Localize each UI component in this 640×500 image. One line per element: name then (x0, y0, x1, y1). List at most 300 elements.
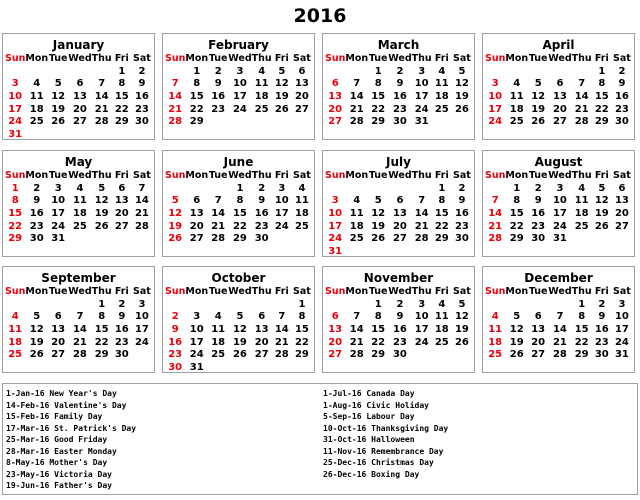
day-cell: 16 (29, 208, 44, 220)
day-cell: 19 (594, 208, 609, 220)
holiday-column-right (323, 388, 448, 480)
day-cell: 11 (488, 324, 503, 336)
day-cell: 10 (274, 195, 289, 207)
day-cell: 22 (114, 103, 129, 115)
day-cell: 8 (578, 311, 586, 323)
day-cell: 27 (294, 103, 309, 115)
day-cell: 18 (574, 208, 589, 220)
month-grid (323, 170, 474, 259)
day-cell: 13 (72, 91, 87, 103)
day-cell: 28 (211, 233, 226, 245)
day-cell: 24 (51, 220, 66, 232)
day-cell: 17 (189, 336, 204, 348)
weekday-header: Sun (485, 53, 506, 64)
day-cell: 30 (29, 233, 44, 245)
day-cell: 11 (211, 324, 226, 336)
weekday-header: Fri (594, 170, 609, 181)
day-cell: 30 (594, 349, 609, 361)
day-cell: 5 (278, 65, 286, 77)
day-cell: 29 (509, 233, 524, 245)
day-cell: 28 (414, 233, 429, 245)
day-cell: 19 (371, 220, 386, 232)
day-cell: 16 (114, 324, 129, 336)
day-cell: 7 (98, 78, 106, 90)
day-cell: 14 (274, 324, 289, 336)
weekday-header: Mon (505, 53, 529, 64)
day-cell: 21 (72, 336, 87, 348)
day-cell: 11 (434, 78, 449, 90)
day-cell: 15 (294, 324, 309, 336)
day-cell: 9 (214, 78, 222, 90)
empty-cell (68, 299, 91, 312)
empty-cell (185, 183, 208, 196)
weekday-header: Wed (548, 53, 572, 64)
holiday-item: 11-Nov-16 Remembrance Day (323, 446, 444, 456)
day-cell: 23 (614, 103, 629, 115)
day-cell: 6 (76, 78, 84, 90)
day-cell: 14 (488, 208, 503, 220)
holiday-item: 5-Sep-16 Labour Day (323, 412, 415, 421)
day-cell: 2 (138, 65, 146, 77)
day-cell: 25 (488, 349, 503, 361)
weekday-header: Fri (114, 53, 129, 64)
day-cell: 20 (254, 336, 269, 348)
day-cell: 8 (98, 311, 106, 323)
weekday-header: Sat (133, 286, 151, 297)
weekday-header: Thu (91, 286, 112, 297)
weekday-header: Mon (185, 53, 209, 64)
day-cell: 27 (328, 349, 343, 361)
weekday-header: Wed (228, 53, 252, 64)
day-cell: 16 (392, 91, 407, 103)
weekday-header: Wed (228, 170, 252, 181)
day-cell: 9 (396, 311, 404, 323)
day-cell: 1 (578, 298, 586, 310)
day-cell: 6 (534, 311, 542, 323)
empty-cell (68, 66, 91, 79)
weekday-header: Tue (368, 170, 388, 181)
holiday-item: 28-Mar-16 Easter Monday (6, 446, 117, 456)
empty-cell (165, 66, 185, 79)
day-cell: 15 (189, 91, 204, 103)
day-cell: 9 (618, 78, 626, 90)
day-cell: 13 (254, 324, 269, 336)
empty-cell (345, 299, 368, 312)
month-february (162, 33, 315, 140)
empty-cell (388, 183, 411, 196)
weekday-header: Sun (485, 170, 506, 181)
day-cell: 10 (134, 311, 149, 323)
weekday-header: Tue (48, 170, 68, 181)
day-cell: 25 (509, 116, 524, 128)
day-cell: 11 (8, 324, 23, 336)
empty-cell (208, 183, 228, 196)
holiday-item: 25-Mar-16 Good Friday (6, 435, 108, 444)
day-cell: 13 (51, 324, 66, 336)
day-cell: 31 (552, 233, 567, 245)
day-cell: 23 (254, 220, 269, 232)
day-cell: 22 (371, 103, 386, 115)
day-cell: 19 (454, 324, 469, 336)
day-cell: 14 (134, 195, 149, 207)
day-cell: 25 (434, 336, 449, 348)
empty-cell (185, 299, 208, 312)
day-cell: 12 (371, 208, 386, 220)
day-cell: 4 (298, 182, 306, 194)
day-cell: 9 (138, 78, 146, 90)
day-cell: 20 (189, 220, 204, 232)
weekday-header: Sat (613, 286, 631, 297)
day-cell: 27 (254, 349, 269, 361)
day-cell: 26 (51, 116, 66, 128)
day-cell: 12 (94, 195, 109, 207)
month-october (162, 266, 315, 373)
empty-cell (5, 66, 25, 79)
day-cell: 25 (8, 349, 23, 361)
day-cell: 23 (454, 220, 469, 232)
day-cell: 27 (328, 116, 343, 128)
day-cell: 18 (211, 336, 226, 348)
month-title: March (377, 38, 420, 52)
month-title: February (208, 38, 269, 52)
day-cell: 14 (414, 208, 429, 220)
weekday-header: Sat (293, 170, 311, 181)
day-cell: 17 (614, 324, 629, 336)
weekday-header: Fri (114, 286, 129, 297)
day-cell: 12 (594, 195, 609, 207)
day-cell: 6 (54, 311, 62, 323)
day-cell: 19 (232, 336, 247, 348)
day-cell: 19 (29, 336, 44, 348)
holiday-item: 15-Feb-16 Family Day (6, 412, 103, 421)
day-cell: 26 (232, 349, 247, 361)
day-cell: 15 (114, 91, 129, 103)
day-cell: 13 (294, 78, 309, 90)
day-cell: 5 (33, 311, 41, 323)
month-title: December (524, 271, 593, 285)
day-cell: 5 (598, 182, 606, 194)
weekday-header: Wed (548, 170, 572, 181)
day-cell: 11 (72, 195, 87, 207)
day-cell: 10 (414, 78, 429, 90)
empty-cell (208, 299, 228, 312)
weekday-header: Tue (368, 53, 388, 64)
day-cell: 23 (594, 336, 609, 348)
weekday-header: Sun (325, 53, 346, 64)
holiday-item: 1-Aug-16 Civic Holiday (323, 400, 429, 410)
day-cell: 11 (434, 311, 449, 323)
day-cell: 1 (374, 65, 382, 77)
day-cell: 18 (488, 336, 503, 348)
day-cell: 20 (72, 103, 87, 115)
day-cell: 24 (414, 336, 429, 348)
day-cell: 19 (531, 103, 546, 115)
day-cell: 26 (531, 116, 546, 128)
day-cell: 2 (396, 65, 404, 77)
day-cell: 4 (76, 182, 84, 194)
day-cell: 25 (294, 220, 309, 232)
weekday-header: Mon (345, 286, 369, 297)
day-cell: 20 (328, 336, 343, 348)
month-grid (3, 53, 154, 142)
weekday-header: Thu (411, 170, 432, 181)
weekday-header: Sat (133, 53, 151, 64)
day-cell: 5 (98, 182, 106, 194)
month-title: November (363, 271, 434, 285)
day-cell: 26 (168, 233, 183, 245)
day-cell: 7 (353, 311, 361, 323)
day-cell: 25 (211, 349, 226, 361)
day-cell: 28 (349, 349, 364, 361)
month-december (482, 266, 635, 373)
day-cell: 30 (254, 233, 269, 245)
day-cell: 7 (491, 195, 499, 207)
day-cell: 2 (598, 298, 606, 310)
day-cell: 1 (598, 65, 606, 77)
day-cell: 30 (531, 233, 546, 245)
day-cell: 13 (328, 91, 343, 103)
month-grid (3, 170, 154, 246)
holiday-item: 31-Oct-16 Halloween (323, 435, 415, 444)
empty-cell (548, 66, 571, 79)
day-cell: 11 (294, 195, 309, 207)
day-cell: 10 (232, 78, 247, 90)
day-cell: 13 (392, 208, 407, 220)
empty-cell (252, 299, 272, 312)
day-cell: 3 (138, 298, 146, 310)
day-cell: 29 (114, 116, 129, 128)
day-cell: 13 (189, 208, 204, 220)
day-cell: 26 (94, 220, 109, 232)
day-cell: 4 (578, 182, 586, 194)
day-cell: 31 (189, 362, 204, 374)
weekday-header: Thu (251, 53, 272, 64)
day-cell: 5 (458, 298, 466, 310)
day-cell: 20 (531, 336, 546, 348)
weekday-header: Sat (293, 286, 311, 297)
day-cell: 25 (349, 233, 364, 245)
day-cell: 10 (328, 208, 343, 220)
day-cell: 1 (118, 65, 126, 77)
weekday-header: Sat (613, 170, 631, 181)
day-cell: 5 (458, 65, 466, 77)
month-title: April (542, 38, 575, 52)
month-grid (323, 53, 474, 129)
weekday-header: Fri (434, 286, 449, 297)
day-cell: 3 (418, 298, 426, 310)
weekday-header: Fri (434, 53, 449, 64)
empty-cell (368, 183, 388, 196)
day-cell: 17 (51, 208, 66, 220)
day-cell: 20 (392, 220, 407, 232)
day-cell: 3 (11, 78, 19, 90)
day-cell: 14 (552, 324, 567, 336)
day-cell: 5 (534, 78, 542, 90)
day-cell: 2 (118, 298, 126, 310)
weekday-header: Sun (485, 286, 506, 297)
weekday-header: Thu (571, 286, 592, 297)
month-title: May (64, 155, 93, 169)
empty-cell (505, 299, 528, 312)
day-cell: 24 (414, 103, 429, 115)
day-cell: 29 (8, 233, 23, 245)
day-cell: 16 (454, 208, 469, 220)
day-cell: 19 (94, 208, 109, 220)
day-cell: 10 (189, 324, 204, 336)
day-cell: 17 (134, 324, 149, 336)
day-cell: 31 (328, 246, 343, 258)
weekday-header: Sun (5, 53, 26, 64)
weekday-header: Fri (434, 170, 449, 181)
day-cell: 29 (94, 349, 109, 361)
day-cell: 4 (11, 311, 19, 323)
month-grid (483, 286, 634, 362)
day-cell: 15 (8, 208, 23, 220)
day-cell: 15 (434, 208, 449, 220)
empty-cell (325, 66, 345, 79)
day-cell: 7 (171, 78, 179, 90)
day-cell: 5 (54, 78, 62, 90)
month-grid (483, 170, 634, 246)
weekday-header: Mon (505, 286, 529, 297)
day-cell: 3 (193, 311, 201, 323)
day-cell: 3 (556, 182, 564, 194)
day-cell: 26 (274, 103, 289, 115)
empty-cell (165, 299, 185, 312)
empty-cell (505, 66, 528, 79)
day-cell: 2 (458, 182, 466, 194)
empty-cell (25, 66, 48, 79)
day-cell: 17 (328, 220, 343, 232)
day-cell: 4 (258, 65, 266, 77)
weekday-header: Wed (388, 286, 412, 297)
day-cell: 15 (574, 324, 589, 336)
month-title: August (534, 155, 583, 169)
empty-cell (325, 183, 345, 196)
day-cell: 13 (552, 91, 567, 103)
day-cell: 8 (598, 78, 606, 90)
holiday-item: 1-Jan-16 New Year's Day (6, 389, 117, 398)
day-cell: 9 (598, 311, 606, 323)
day-cell: 9 (118, 311, 126, 323)
day-cell: 2 (534, 182, 542, 194)
day-cell: 27 (614, 220, 629, 232)
day-cell: 18 (72, 208, 87, 220)
empty-cell (485, 299, 505, 312)
day-cell: 8 (11, 195, 19, 207)
day-cell: 2 (33, 182, 41, 194)
weekday-header: Wed (388, 170, 412, 181)
day-cell: 4 (513, 78, 521, 90)
month-title: September (41, 271, 116, 285)
day-cell: 17 (552, 208, 567, 220)
day-cell: 6 (118, 182, 126, 194)
day-cell: 1 (11, 182, 19, 194)
day-cell: 7 (556, 311, 564, 323)
day-cell: 3 (54, 182, 62, 194)
holiday-item: 8-May-16 Mother's Day (6, 458, 108, 467)
day-cell: 2 (258, 182, 266, 194)
day-cell: 24 (488, 116, 503, 128)
empty-cell (345, 66, 368, 79)
holiday-item: 25-Dec-16 Christmas Day (323, 458, 434, 467)
day-cell: 21 (349, 103, 364, 115)
weekday-header: Thu (251, 286, 272, 297)
empty-cell (412, 183, 432, 196)
day-cell: 20 (328, 103, 343, 115)
weekday-header: Sun (325, 286, 346, 297)
day-cell: 16 (134, 91, 149, 103)
day-cell: 24 (274, 220, 289, 232)
day-cell: 6 (556, 78, 564, 90)
day-cell: 31 (614, 349, 629, 361)
day-cell: 23 (29, 220, 44, 232)
empty-cell (548, 299, 571, 312)
day-cell: 28 (274, 349, 289, 361)
day-cell: 1 (513, 182, 521, 194)
month-grid (483, 53, 634, 129)
day-cell: 20 (51, 336, 66, 348)
day-cell: 14 (211, 208, 226, 220)
day-cell: 17 (232, 91, 247, 103)
day-cell: 21 (134, 208, 149, 220)
day-cell: 25 (574, 220, 589, 232)
holiday-list (2, 383, 638, 495)
day-cell: 15 (94, 324, 109, 336)
day-cell: 10 (552, 195, 567, 207)
empty-cell (92, 66, 112, 79)
day-cell: 6 (396, 195, 404, 207)
empty-cell (48, 66, 68, 79)
day-cell: 21 (274, 336, 289, 348)
weekday-header: Wed (548, 286, 572, 297)
day-cell: 31 (8, 129, 23, 141)
weekday-header: Tue (208, 170, 228, 181)
day-cell: 22 (294, 336, 309, 348)
day-cell: 21 (168, 103, 183, 115)
day-cell: 13 (531, 324, 546, 336)
day-cell: 18 (434, 324, 449, 336)
weekday-header: Thu (411, 286, 432, 297)
weekday-header: Fri (594, 286, 609, 297)
empty-cell (272, 299, 292, 312)
month-grid (163, 53, 314, 129)
weekday-header: Sun (5, 170, 26, 181)
day-cell: 29 (434, 233, 449, 245)
day-cell: 3 (618, 298, 626, 310)
day-cell: 23 (211, 103, 226, 115)
weekday-header: Tue (48, 286, 68, 297)
day-cell: 6 (193, 195, 201, 207)
day-cell: 17 (488, 103, 503, 115)
day-cell: 18 (29, 103, 44, 115)
day-cell: 21 (552, 336, 567, 348)
day-cell: 9 (33, 195, 41, 207)
day-cell: 29 (371, 116, 386, 128)
weekday-header: Thu (251, 170, 272, 181)
day-cell: 6 (331, 311, 339, 323)
day-cell: 14 (94, 91, 109, 103)
day-cell: 19 (51, 103, 66, 115)
weekday-header: Tue (368, 286, 388, 297)
day-cell: 13 (614, 195, 629, 207)
day-cell: 10 (414, 311, 429, 323)
day-cell: 5 (374, 195, 382, 207)
day-cell: 7 (353, 78, 361, 90)
weekday-header: Mon (185, 170, 209, 181)
weekday-header: Sat (613, 53, 631, 64)
day-cell: 17 (414, 324, 429, 336)
